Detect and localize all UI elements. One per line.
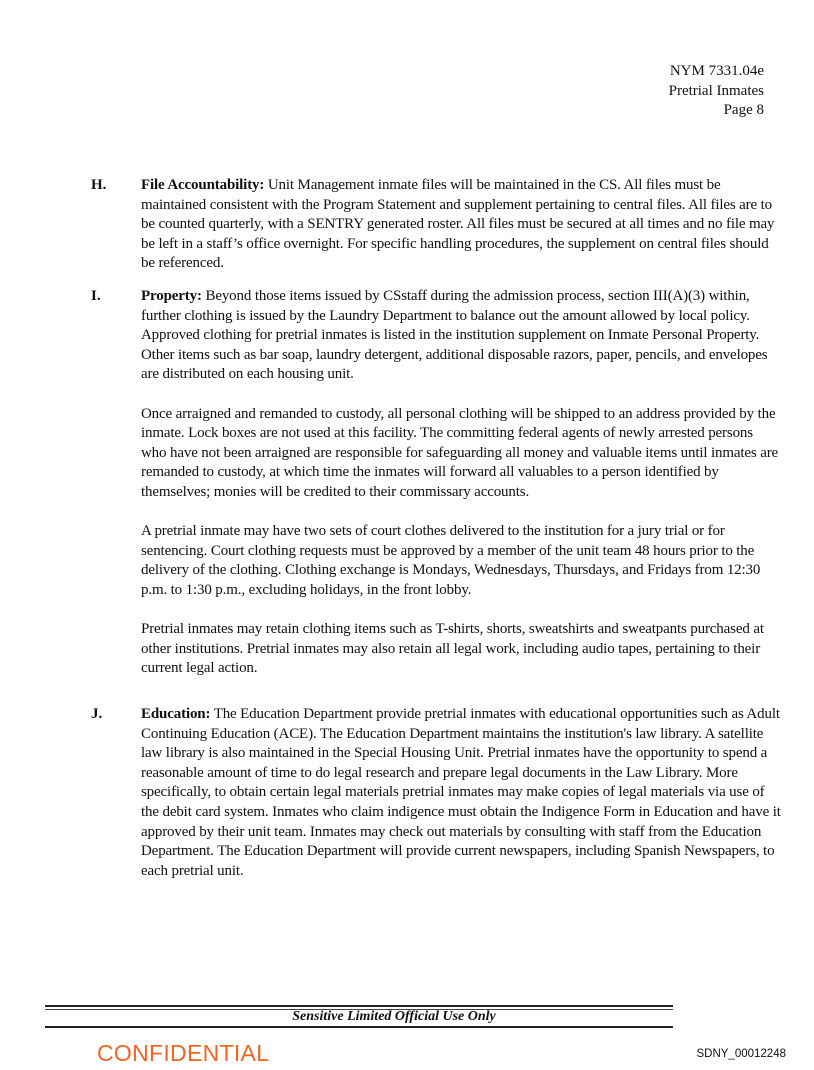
section-heading: Education: <box>141 706 211 722</box>
footer-classification-banner <box>45 1005 673 1028</box>
document-header <box>669 62 764 121</box>
section-paragraph: Once arraigned and remanded to custody, all personal clothing will be shipped to an address provided by the inmate. Lock boxes are not used at this facility. The committing federal agents of newly arrested persons who have not been arraigned are responsible for safeguarding all money and valuable items until inmates are remanded to custody, at which time the inmates will forward all valuables to a person identified by themselves; monies will be credited to their commissary accounts. <box>141 405 779 500</box>
footer-bottom-rule <box>45 1026 673 1028</box>
section-paragraph: A pretrial inmate may have two sets of court clothes delivered to the institution for a jury trial or for sentencing. Court clothing requests must be approved by a member of the unit team 48 hours prior to the delivery of the clothing. Clothing exchange is Mondays, Wednesdays, Thursdays, and Fridays from 12:30 p.m. to 1:30 p.m., excluding holidays, in the front lobby. <box>141 523 761 598</box>
document-number: NYM 7331.04e <box>669 63 764 79</box>
section-paragraph <box>141 287 781 385</box>
section-letter: H. <box>91 177 107 193</box>
document-title: Pretrial Inmates <box>668 82 764 99</box>
confidential-stamp: CONFIDENTIAL <box>97 1040 270 1066</box>
page-number: Page 8 <box>723 102 764 118</box>
section-property <box>91 287 781 679</box>
section-letter: J. <box>91 706 103 722</box>
section-paragraph <box>141 176 781 274</box>
paragraph-text: Unit Management inmate files will be maintained in the CS. All files must be maintained consistent with the Program Statement and supplement pertaining to central files. All files are to be counted quarterly, with a SENTRY generated roster. All files must be secured at all times and no file may be left in a staff’s office overnight. For specific handling procedures, the supplement on central files should be referenced. <box>141 177 775 272</box>
bates-number: SDNY_00012248 <box>696 1048 786 1060</box>
section-file-accountability <box>91 176 781 274</box>
section-paragraph <box>141 705 781 881</box>
section-education <box>91 705 781 881</box>
section-heading: Property: <box>141 288 202 304</box>
section-paragraph: Pretrial inmates may retain clothing items such as T-shirts, shorts, sweatshirts and sweatpants purchased at other institutions. Pretrial inmates may also retain all legal work, including audio tapes, pertaining to their current legal action. <box>141 621 764 677</box>
section-heading: File Accountability: <box>141 177 265 193</box>
classification-label: Sensitive Limited Official Use Only <box>292 1009 496 1024</box>
paragraph-text: Beyond those items issued by CSstaff during the admission process, section III(A)(3) within, further clothing is issued by the Laundry Department to balance out the amount allowed by local policy. Approved clothing for pretrial inmates is listed in the institution supplement on Inmate Personal Property. Other items such as bar soap, laundry detergent, additional disposable razors, paper, pencils, and envelopes are distributed on each housing unit. <box>141 288 768 383</box>
paragraph-text: The Education Department provide pretrial inmates with educational opportunities such as Adult Continuing Education (ACE). The Education Department maintains the institution's law library. A satellite law library is also maintained in the Special Housing Unit. Pretrial inmates have the opportunity to spend a reasonable amount of time to do legal research and prepare legal documents in the Law Library. More specifically, to obtain certain legal materials pretrial inmates may make copies of legal materials via use of the debit card system. Inmates who claim indigence must obtain the Indigence Form in Education and have it approved by their unit team. Inmates may check out materials by consulting with staff from the Education Department. The Education Department will provide current newspapers, including Spanish Newspapers, to each pretrial unit. <box>141 706 781 879</box>
section-letter: I. <box>91 288 101 304</box>
